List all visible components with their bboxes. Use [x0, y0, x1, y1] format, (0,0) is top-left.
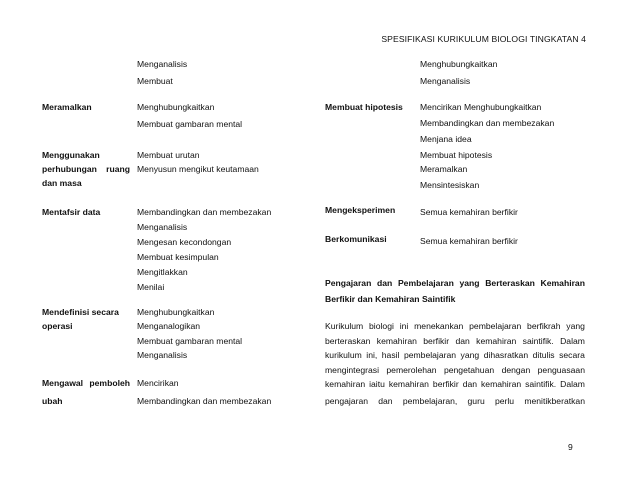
thinking-skill-item: Menganalisis	[137, 350, 188, 360]
skill-label-ruang-line1: Menggunakan	[42, 150, 100, 160]
thinking-skill-item: Menyusun mengikut keutamaan	[137, 164, 259, 174]
page-number: 9	[568, 442, 573, 452]
paragraph-word: ini,	[366, 350, 378, 360]
skill-label-ruang-line3: dan masa	[42, 178, 82, 188]
paragraph-word: kemahiran	[476, 336, 517, 346]
paragraph-word: berfikir	[432, 379, 459, 389]
paragraph-word: kurikulum	[325, 350, 362, 360]
paragraph-word: penguasaan	[537, 365, 585, 375]
paragraph-word: kemahiran	[481, 379, 522, 389]
paragraph-word: dengan	[501, 365, 531, 375]
thinking-skill-item: Membandingkan dan membezakan	[137, 207, 272, 217]
skill-label-mendefinisi-line1: Mendefinisi secara	[42, 307, 119, 317]
paragraph-word: ditulis	[532, 350, 555, 360]
thinking-skill-item: Membuat hipotesis	[420, 150, 493, 160]
label-word: ruang	[106, 164, 130, 174]
heading-word: Berteraskan	[485, 278, 535, 288]
paragraph-word: dihasratkan	[483, 350, 529, 360]
thinking-skill-item: Membuat	[137, 76, 173, 86]
skill-label-komunikasi: Berkomunikasi	[325, 234, 387, 244]
thinking-skill-item: Menjana idea	[420, 134, 472, 144]
thinking-skill-item: Menghubungkaitkan	[137, 307, 215, 317]
thinking-skill-item: Mensintesiskan	[420, 180, 480, 190]
label-word: Mengawal	[42, 378, 84, 388]
paragraph-word: perlu	[494, 396, 515, 406]
paragraph-word: dan	[455, 336, 470, 346]
paragraph-word: kemahiran	[388, 379, 429, 389]
skill-label-hipotesis: Membuat hipotesis	[325, 102, 403, 112]
paragraph-line	[325, 396, 585, 407]
paragraph-word: hasil	[381, 350, 400, 360]
paragraph-line	[325, 350, 585, 361]
thinking-skill-item: Membuat urutan	[137, 150, 200, 160]
paragraph-line	[325, 379, 585, 390]
paragraph-word: iaitu	[369, 379, 385, 389]
thinking-skill-item: Meramalkan	[420, 164, 468, 174]
paragraph-word: berteraskan	[325, 336, 371, 346]
paragraph-word: menitikberatkan	[524, 396, 585, 406]
paragraph-line	[325, 336, 585, 347]
paragraph-word: saintifik.	[525, 379, 557, 389]
paragraph-word: pemerolehan	[386, 365, 437, 375]
paragraph-word: secara	[559, 350, 585, 360]
skill-label-mendefinisi-line2: operasi	[42, 321, 73, 331]
paragraph-word: pembelajaran	[403, 350, 457, 360]
heading-word: Pengajaran	[325, 278, 372, 288]
paragraph-line	[325, 321, 585, 332]
section-heading-line1	[325, 278, 585, 289]
paragraph-word: kemahiran	[376, 336, 417, 346]
skill-label-mengawal-line2: ubah	[42, 396, 63, 406]
section-heading-line2: Berfikir dan Kemahiran Saintifik	[325, 294, 456, 304]
label-word: pemboleh	[89, 378, 130, 388]
thinking-skill-item: Membandingkan dan membezakan	[137, 396, 272, 406]
thinking-skill-item: Semua kemahiran berfikir	[420, 207, 518, 217]
thinking-skill-item: Menganalisis	[137, 59, 188, 69]
paragraph-word: berfikir	[423, 336, 450, 346]
heading-word: yang	[459, 278, 480, 288]
paragraph-word: pengajaran	[325, 396, 369, 406]
thinking-skill-item: Mencirikan Menghubungkaitkan	[420, 102, 542, 112]
paragraph-word: yang	[566, 321, 585, 331]
skill-label-meramalkan: Meramalkan	[42, 102, 92, 112]
thinking-skill-item: Membuat gambaran mental	[137, 336, 243, 346]
page-header-title: SPESIFIKASI KURIKULUM BIOLOGI TINGKATAN 4	[381, 34, 586, 44]
paragraph-word: Kurikulum	[325, 321, 364, 331]
paragraph-word: guru	[467, 396, 485, 406]
thinking-skill-item: Mencirikan	[137, 378, 179, 388]
paragraph-word: mengintegrasi	[325, 365, 379, 375]
skill-label-mentafsir: Mentafsir data	[42, 207, 101, 217]
paragraph-word: dan	[462, 379, 478, 389]
thinking-skill-item: Mengesan kecondongan	[137, 237, 232, 247]
skill-label-eksperimen: Mengeksperimen	[325, 205, 396, 215]
paragraph-line	[325, 365, 585, 376]
paragraph-word: Dalam	[560, 379, 585, 389]
paragraph-word: yang	[460, 350, 480, 360]
thinking-skill-item: Menganalisis	[420, 76, 471, 86]
thinking-skill-item: Membuat gambaran mental	[137, 119, 243, 129]
paragraph-word: menekankan	[414, 321, 464, 331]
thinking-skill-item: Menganalisis	[137, 222, 188, 232]
paragraph-word: ini	[399, 321, 409, 331]
thinking-skill-item: Menilai	[137, 282, 165, 292]
thinking-skill-item: Semua kemahiran berfikir	[420, 236, 518, 246]
skill-label-mengawal-line1	[42, 378, 130, 389]
heading-word: Pembelajaran	[397, 278, 454, 288]
paragraph-word: saintifik.	[522, 336, 554, 346]
paragraph-word: pembelajaran,	[402, 396, 458, 406]
heading-word: Kemahiran	[540, 278, 585, 288]
skill-label-ruang-line2	[42, 164, 130, 175]
label-word: perhubungan	[42, 164, 97, 174]
paragraph-word: pembelajaran	[469, 321, 522, 331]
paragraph-word: dan	[378, 396, 393, 406]
thinking-skill-item: Mengitlakkan	[137, 267, 188, 277]
paragraph-word: kemahiran	[325, 379, 366, 389]
thinking-skill-item: Menganalogikan	[137, 321, 201, 331]
thinking-skill-item: Membuat kesimpulan	[137, 252, 219, 262]
thinking-skill-item: Menghubungkaitkan	[137, 102, 215, 112]
paragraph-word: berfikrah	[527, 321, 561, 331]
paragraph-word: biologi	[369, 321, 394, 331]
paragraph-word: pengetahuan	[443, 365, 495, 375]
thinking-skill-item: Membandingkan dan membezakan	[420, 118, 555, 128]
heading-word: dan	[377, 278, 393, 288]
paragraph-word: Dalam	[560, 336, 585, 346]
thinking-skill-item: Menghubungkaitkan	[420, 59, 498, 69]
